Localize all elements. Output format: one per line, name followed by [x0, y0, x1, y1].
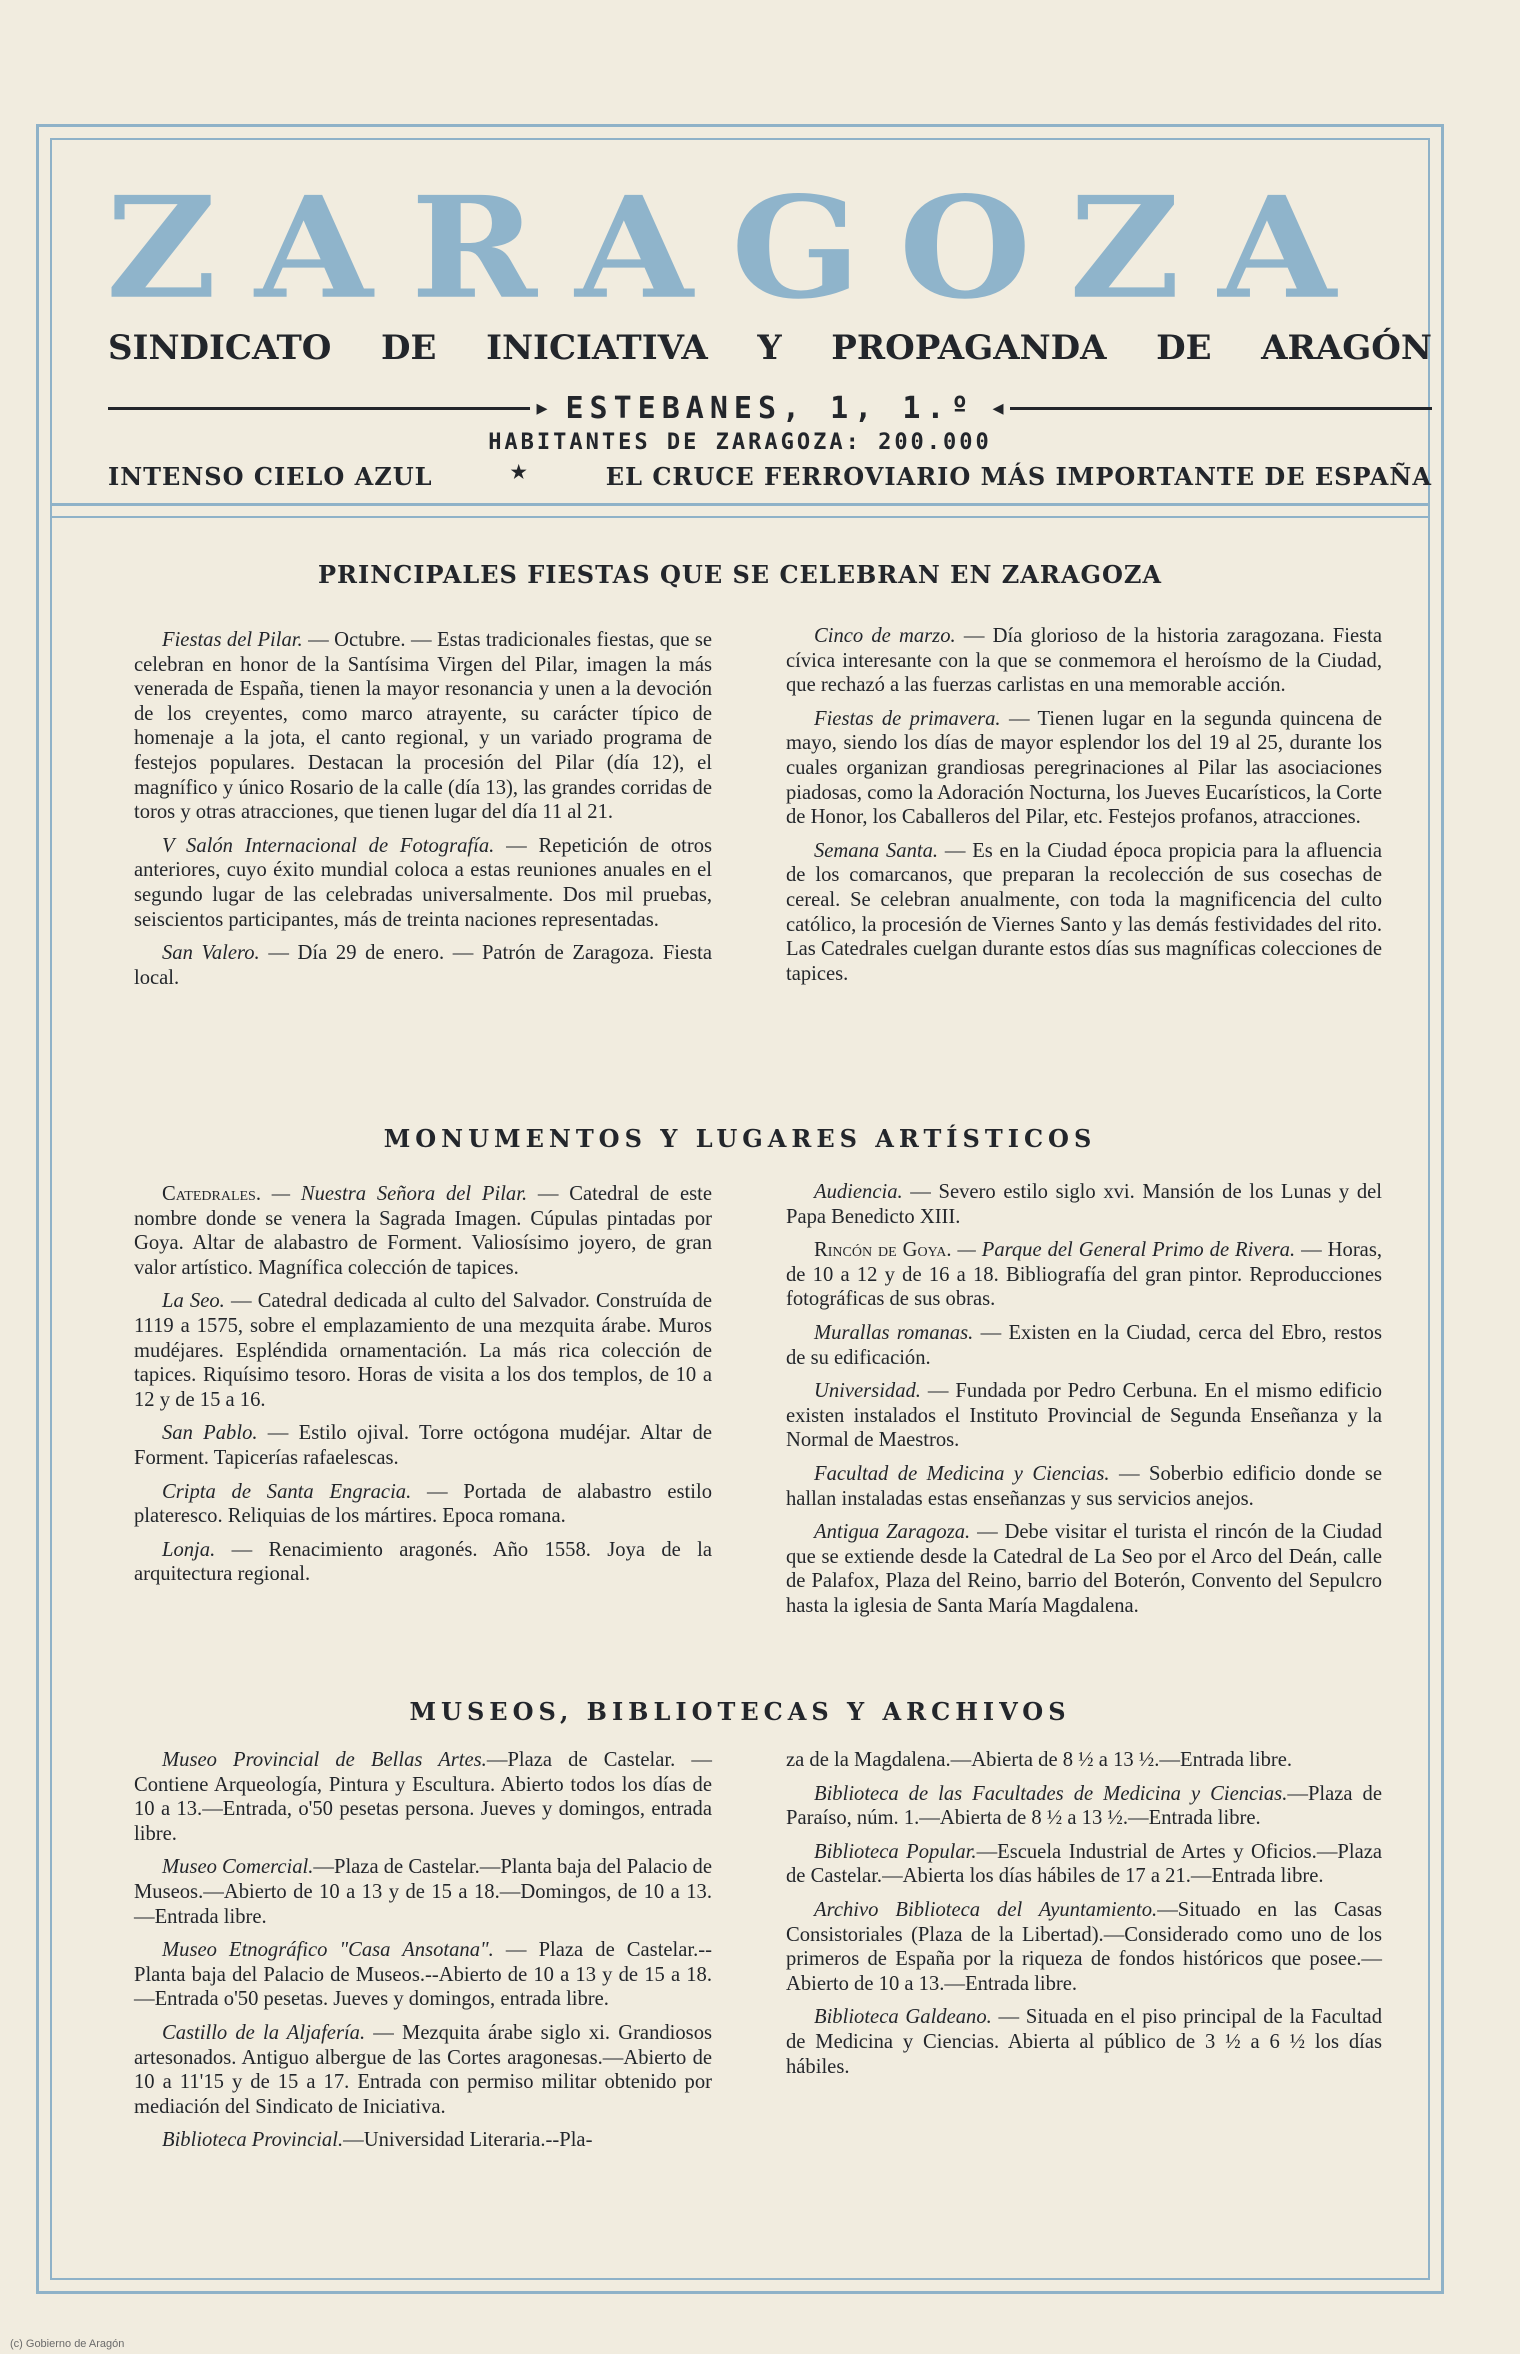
entry-text: —Escuela Industrial de Artes y Oficios.—Plaza de Castelar.—Abierta los días hábiles de 17 a 21.—Entrada libre.	[786, 1840, 1383, 1888]
entry-name: Museo Comercial.	[162, 1856, 314, 1879]
entry-name: Biblioteca Galdeano.	[814, 2006, 992, 2029]
entry-name: Cinco de marzo.	[814, 625, 956, 647]
entry	[786, 1898, 1382, 1996]
tagline-right: EL CRUCE FERROVIARIO MÁS IMPORTANTE DE ESPAÑA	[605, 462, 1432, 491]
entry-text: — Fundada por Pedro Cerbuna. En el mismo edificio existen instalados el Instituto Provincial de Segunda Enseñanza y la Normal de Maestros.	[786, 1380, 1382, 1452]
header-divider	[52, 503, 1428, 506]
entry-text: —Universidad Literaria.--Pla-	[343, 2129, 593, 2152]
entry-name: Antigua Zaragoza.	[814, 1521, 971, 1544]
tagline	[108, 462, 1432, 491]
entry	[134, 1748, 712, 1846]
entry-text: — Mezquita árabe siglo xi. Grandiosos artesonados. Antiguo albergue de las Cortes aragonesas.—Abierto de 10 a 11'15 y de 15 a 17. Entrada con permiso militar obtenido por mediación del Sindicato de Iniciativa.	[134, 2021, 713, 2118]
entry	[786, 1520, 1382, 1618]
section-title-monumentos: MONUMENTOS Y LUGARES ARTÍSTICOS	[383, 1124, 1097, 1153]
entry	[134, 2128, 712, 2153]
entry-name: Cripta de Santa Engracia.	[162, 1480, 412, 1503]
entry-category: Rincón de Goya.	[814, 1239, 952, 1262]
entry-name: Biblioteca de las Facultades de Medicina y Ciencias.	[814, 1782, 1288, 1805]
entry-name: Lonja.	[162, 1538, 216, 1561]
entry-text: — Tienen lugar en la segunda quincena de mayo, siendo los días de mayor esplendor los del 19 al 25, durante los cuales organizan grandiosas peregrinaciones al Pilar las asociaciones piadosas, como la Adoración Nocturna, los Jueves Eucarísticos, la Corte de Honor, los Caballeros del Pilar, etc. Festejos profanos, atracciones.	[786, 707, 1382, 829]
entry-text: — Plaza de Castelar.--Planta baja del Palacio de Museos.--Abierto de 10 a 13 y de 15 a 18.—Entrada o'50 pesetas. Jueves y domingos, entrada libre.	[134, 1939, 713, 2011]
entry-text: — Octubre. — Estas tradicionales fiestas, que se celebran en honor de la Santísima Virgen del Pilar, imagen la más venerada de España, tienen la mayor resonancia y unen a la devoción de los creyentes, como marco atrayente, su carácter típico de homenaje a la jota, el canto regional, y un variado programa de festejos populares. Destacan la procesión del Pilar (día 12), el magnífico y único Rosario de la calle (día 13), las grandes corridas de toros y otras atracciones, que tienen lugar del día 11 al 21.	[134, 629, 712, 824]
entry	[786, 1379, 1382, 1453]
monumentos-right-column	[786, 1180, 1382, 1628]
entry-name: — Parque del General Primo de Rivera.	[951, 1239, 1296, 1262]
entry-text: — Catedral dedicada al culto del Salvador. Construída de 1119 a 1575, sobre el emplazamiento de una mezquita árabe. Muros mudéjares. Espléndida ornamentación. La más rica colección de tapices. Riquísimo tesoro. Horas de visita a los dos templos, de 10 a 12 y de 15 a 16.	[134, 1290, 712, 1411]
entry-text: — Estilo ojival. Torre octógona mudéjar. Altar de Forment. Tapicerías rafaelescas.	[134, 1422, 712, 1469]
copyright-notice: (c) Gobierno de Aragón	[10, 2338, 125, 2350]
arrow-left-icon: ◂	[992, 395, 1004, 420]
entry-name: San Valero.	[162, 942, 260, 965]
entry-name: Facultad de Medicina y Ciencias.	[814, 1462, 1110, 1485]
fiestas-right-column	[786, 624, 1382, 995]
section-title-museos: MUSEOS, BIBLIOTECAS Y ARCHIVOS	[409, 1697, 1071, 1726]
entry	[134, 2021, 712, 2119]
fiestas-left-column	[134, 628, 712, 999]
entry	[786, 1180, 1382, 1229]
page-title: ZARAGOZA	[105, 165, 1375, 330]
entry-text: — Debe visitar el turista el rincón de la Ciudad que se extiende desde la Catedral de La Seo por el Arco del Deán, calle de Palafox, Plaza del Reino, barrio del Boterón, Convento del Sepulcro hasta la iglesia de Santa María Magdalena.	[786, 1521, 1382, 1617]
subtitle-word: DE	[381, 328, 437, 368]
entry-text: —Plaza de Castelar.—Planta baja del Palacio de Museos.—Abierto de 10 a 13 y de 15 a 18.—Domingos, de 10 a 13.—Entrada libre.	[134, 1856, 712, 1928]
entry-text: —Situado en las Casas Consistoriales (Plaza de la Libertad).—Considerado como uno de los primeros de España por la riqueza de fondos históricos que posee.—Abierto de 10 a 13.—Entrada libre.	[786, 1898, 1382, 1995]
entry	[786, 624, 1382, 698]
entry	[134, 1938, 712, 2012]
entry-name: Castillo de la Aljafería.	[162, 2021, 366, 2044]
entry	[786, 707, 1382, 830]
entry-name: Audiencia.	[814, 1181, 903, 1203]
subtitle-word: PROPAGANDA	[831, 328, 1107, 368]
entry	[134, 1538, 712, 1587]
entry	[786, 1462, 1382, 1511]
entry-name: Biblioteca Popular.	[814, 1840, 977, 1863]
entry	[134, 1289, 712, 1412]
monumentos-left-column	[134, 1182, 712, 1596]
subtitle-word: SINDICATO	[108, 328, 332, 368]
entry-text: —Plaza de Paraíso, núm. 1.—Abierta de 8 ½ a 13 ½.—Entrada libre.	[786, 1782, 1382, 1830]
entry-text: — Situada en el piso principal de la Facultad de Medicina y Ciencias. Abierta al público de 3 ½ a 6 ½ los días hábiles.	[786, 2006, 1382, 2078]
entry-text: — Día glorioso de la historia zaragozana. Fiesta cívica interesante con la que se conmemora el heroísmo de la Ciudad, que rechazó a las fuerzas carlistas en una memorable acción.	[786, 625, 1382, 697]
entry-text: — Repetición de otros anteriores, cuyo éxito mundial coloca a estas reuniones anuales en el segundo lugar de las celebradas universalmente. Dos mil pruebas, seiscientos participantes, más de treinta naciones representadas.	[134, 834, 713, 931]
entry-text: — Horas, de 10 a 12 y de 16 a 18. Bibliografía del gran pintor. Reproducciones fotográficas de sus obras.	[786, 1239, 1382, 1311]
entry	[786, 1840, 1382, 1889]
star-icon: ★	[510, 462, 528, 483]
entry-name: Semana Santa.	[814, 839, 939, 862]
subtitle	[108, 326, 1432, 370]
entry-name: Murallas romanas.	[814, 1321, 974, 1344]
header-divider	[52, 516, 1428, 518]
entry-name: Museo Provincial de Bellas Artes.	[162, 1749, 487, 1771]
subtitle-word: Y	[757, 328, 782, 368]
entry-text: — Catedral de este nombre donde se venera la Sagrada Imagen. Cúpulas pintadas por Goya. Altar de alabastro de Forment. Valiosísimo joyero, de gran valor artístico. Magnífica colección de tapices.	[134, 1183, 712, 1279]
entry-text: — Severo estilo siglo xvi. Mansión de los Lunas y del Papa Benedicto XIII.	[786, 1181, 1382, 1228]
entry-name: Biblioteca Provincial.	[162, 2129, 344, 2152]
entry-name: San Pablo.	[162, 1422, 258, 1445]
subtitle-word: ARAGÓN	[1261, 328, 1432, 368]
entry-text: — Renacimiento aragonés. Año 1558. Joya de la arquitectura regional.	[134, 1538, 712, 1586]
address-rule-right	[1010, 407, 1432, 410]
entry-text: —Plaza de Castelar. — Contiene Arqueología, Pintura y Escultura. Abierto todos los días de 10 a 13.—Entrada, o'50 pesetas persona. Jueves y domingos, entrada libre.	[134, 1749, 713, 1845]
entry-text: — Existen en la Ciudad, cerca del Ebro, restos de su edificación.	[786, 1321, 1382, 1369]
entry-continuation: za de la Magdalena.—Abierta de 8 ½ a 13 ½.—Entrada libre.	[786, 1749, 1293, 1771]
entry-name: Universidad.	[814, 1380, 921, 1403]
entry	[134, 834, 712, 932]
entry-text: — Soberbio edificio donde se hallan instaladas estas enseñanzas y sus servicios anejos.	[786, 1462, 1382, 1510]
entry-name: La Seo.	[162, 1290, 225, 1313]
entry-name: Fiestas del Pilar.	[162, 629, 303, 651]
museos-right-column	[786, 1748, 1382, 2088]
entry	[786, 2005, 1382, 2079]
entry	[786, 1238, 1382, 1312]
entry	[134, 1480, 712, 1529]
entry	[786, 1321, 1382, 1370]
section-title-fiestas: PRINCIPALES FIESTAS QUE SE CELEBRAN EN ZARAGOZA	[317, 560, 1162, 589]
entry	[134, 941, 712, 990]
museos-left-column	[134, 1748, 712, 2162]
entry-name: V Salón Internacional de Fotografía.	[162, 834, 495, 857]
entry-name: Museo Etnográfico "Casa Ansotana".	[162, 1939, 494, 1962]
entry	[134, 1182, 712, 1280]
entry-category: Catedrales.	[162, 1183, 261, 1205]
address-rule-left	[108, 407, 530, 410]
entry	[134, 628, 712, 825]
entry-text: — Portada de alabastro estilo plateresco. Reliquias de los mártires. Epoca romana.	[134, 1480, 712, 1528]
tagline-left: INTENSO CIELO AZUL	[108, 462, 433, 491]
entry-name: Fiestas de primavera.	[814, 707, 1001, 730]
header	[52, 140, 1432, 526]
entry	[134, 1855, 712, 1929]
entry	[134, 1421, 712, 1470]
entry-text: — Día 29 de enero. — Patrón de Zaragoza. Fiesta local.	[134, 942, 712, 989]
entry-text: — Es en la Ciudad época propicia para la afluencia de los comarcanos, que preparan la recolección de sus cosechas de cereal. Se celebran anualmente, con toda la magnificencia del culto católico, la procesión de Viernes Santo y las demás festividades del rito. Las Catedrales cuelgan durante estos días sus magníficas colecciones de tapices.	[786, 839, 1383, 985]
entry	[786, 1782, 1382, 1831]
entry	[786, 839, 1382, 987]
entry-name: Archivo Biblioteca del Ayuntamiento.	[814, 1898, 1158, 1921]
subtitle-word: INICIATIVA	[486, 328, 708, 368]
address-row	[108, 388, 1432, 428]
arrow-right-icon: ▸	[536, 395, 548, 420]
subtitle-word: DE	[1156, 328, 1212, 368]
population: HABITANTES DE ZARAGOZA: 200.000	[488, 430, 992, 455]
address: ESTEBANES, 1, 1.º	[565, 390, 975, 426]
entry-name: — Nuestra Señora del Pilar.	[261, 1183, 528, 1205]
